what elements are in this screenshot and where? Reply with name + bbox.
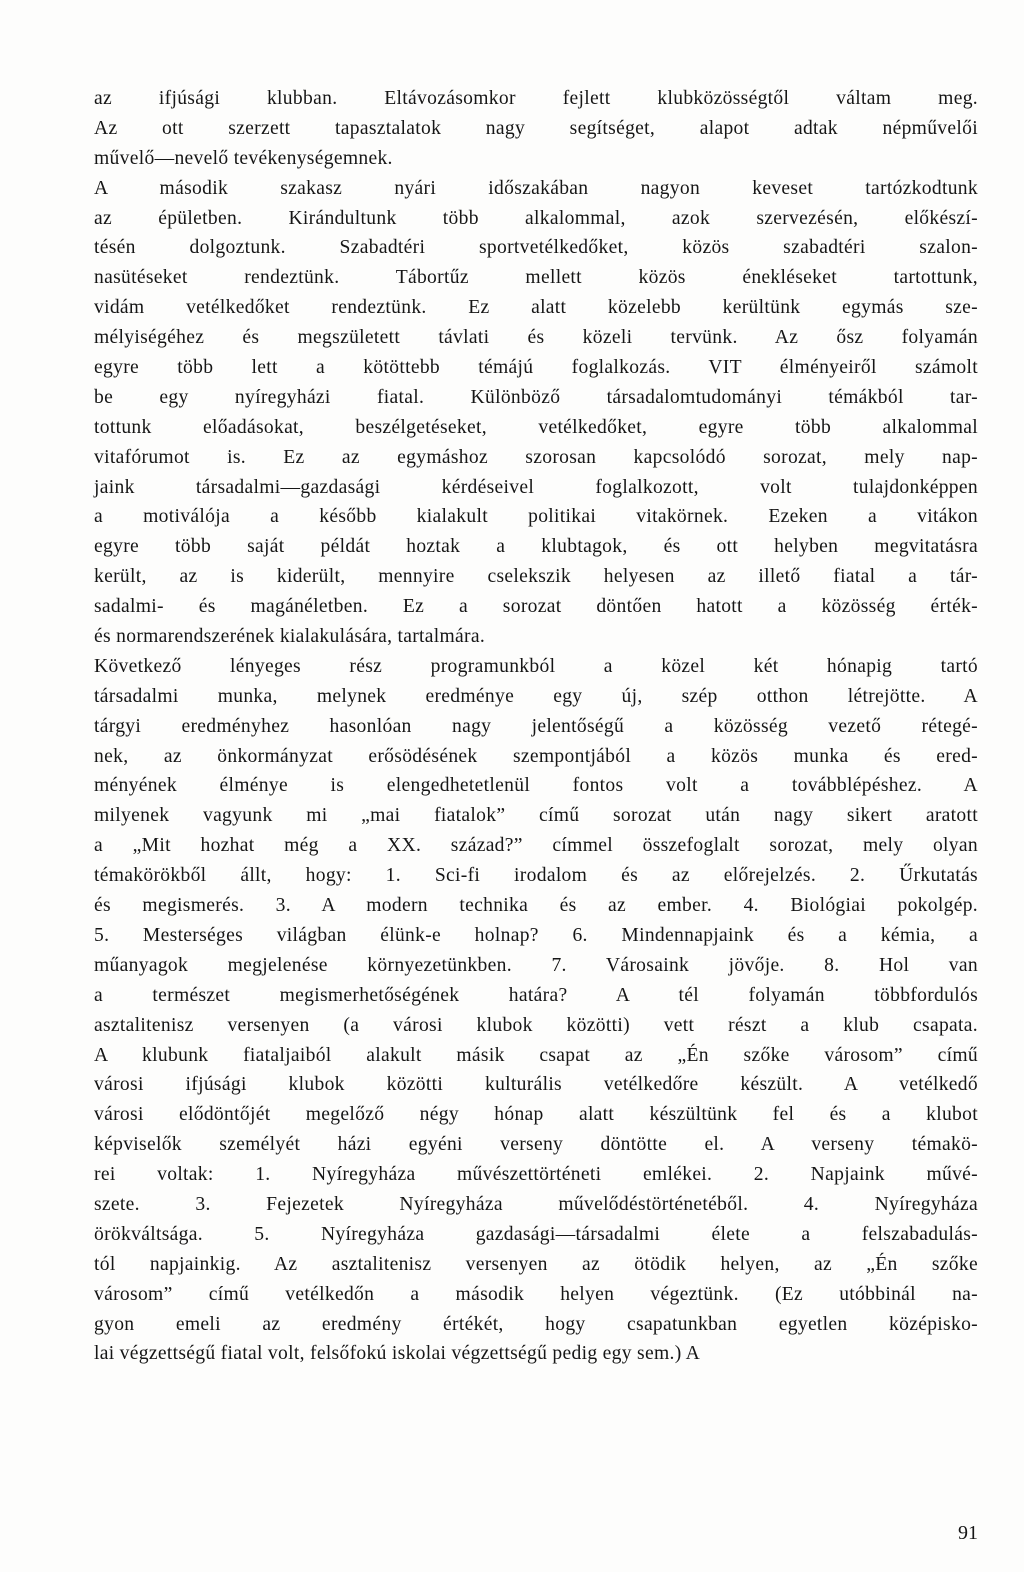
text-line: a „Mit hozhat még a XX. század?” címmel összefoglalt sorozat, mely olyan: [94, 835, 978, 857]
text-line: mélyiségéhez és megszületett távlati és közeli tervünk. Az ősz folyamán: [94, 327, 978, 349]
text-line: társadalmi munka, melynek eredménye egy új, szép otthon létrejötte. A: [94, 685, 978, 707]
text-line: 5. Mesterséges világban élünk-e holnap? 6. Mindennapjaink és a kémia, a: [94, 924, 978, 946]
text-line: nasütéseket rendeztünk. Tábortűz mellett közös énekléseket tartottunk,: [94, 267, 978, 289]
text-line: az épületben. Kirándultunk több alkalommal, azok szervezésén, előkészí-: [94, 207, 978, 229]
text-line: szete. 3. Fejezetek Nyíregyháza művelődéstörténetéből. 4. Nyíregyháza: [94, 1193, 978, 1215]
text-line: témakörökből állt, hogy: 1. Sci-fi irodalom és az előrejelzés. 2. Űrkutatás: [94, 865, 978, 887]
text-line: és megismerés. 3. A modern technika és az ember. 4. Biológiai pokolgép.: [94, 895, 978, 917]
text-line: képviselők személyét házi egyéni verseny döntötte el. A verseny témakö-: [94, 1134, 978, 1156]
text-line: Következő lényeges rész programunkból a közel két hónapig tartó: [94, 655, 978, 677]
text-line: vidám vetélkedőket rendeztünk. Ez alatt közelebb kerültünk egymás sze-: [94, 297, 978, 319]
text-line: tésén dolgoztunk. Szabadtéri sportvetélkedőket, közös szabadtéri szalon-: [94, 237, 978, 259]
text-line: egyre több saját példát hoztak a klubtagok, és ott helyben megvitatásra: [94, 536, 978, 558]
text-line: vitafórumot is. Ez az egymáshoz szorosan kapcsolódó sorozat, mely nap-: [94, 446, 978, 468]
text-line: városi elődöntőjét megelőző négy hónap alatt készültünk fel és a klubot: [94, 1104, 978, 1126]
text-line: műanyagok megjelenése környezetünkben. 7. Városaink jövője. 8. Hol van: [94, 954, 978, 976]
text-line: be egy nyíregyházi fiatal. Különböző társadalomtudományi témákból tar-: [94, 386, 978, 408]
text-line: tól napjainkig. Az asztalitenisz versenyen az ötödik helyen, az „Én szőke: [94, 1253, 978, 1275]
text-line: a természet megismerhetőségének határa? A tél folyamán többfordulós: [94, 984, 978, 1006]
text-line: A második szakasz nyári időszakában nagyon keveset tartózkodtunk: [94, 177, 978, 199]
text-line: városom” című vetélkedőn a második helyen végeztünk. (Ez utóbbinál na-: [94, 1283, 978, 1305]
text-line: és normarendszerének kialakulására, tartalmára.: [94, 626, 486, 648]
text-line: került, az is kiderült, mennyire cselekszik helyesen az illető fiatal a tár-: [94, 566, 978, 588]
text-line: az ifjúsági klubban. Eltávozásomkor fejlett klubközösségtől váltam meg.: [94, 88, 978, 109]
text-line: gyon emeli az eredmény értékét, hogy csapatunkban egyetlen középisko-: [94, 1313, 978, 1335]
text-line: sadalmi- és magánéletben. Ez a sorozat döntően hatott a közösség érték-: [94, 596, 978, 618]
text-line: jaink társadalmi—gazdasági kérdéseivel foglalkozott, volt tulajdonképpen: [94, 476, 978, 498]
text-line: lai végzettségű fiatal volt, felsőfokú iskolai végzettségű pedig egy sem.) A: [94, 1343, 701, 1365]
text-line: művelő—nevelő tevékenységemnek.: [94, 147, 393, 169]
body-text: [94, 84, 978, 1369]
text-line: tottunk előadásokat, beszélgetéseket, vetélkedőket, egyre több alkalommal: [94, 416, 978, 438]
text-line: milyenek vagyunk mi „mai fiatalok” című sorozat után nagy sikert aratott: [94, 805, 978, 827]
text-line: A klubunk fiataljaiból alakult másik csapat az „Én szőke városom” című: [94, 1044, 978, 1066]
text-line: egyre több lett a kötöttebb témájú foglalkozás. VIT élményeiről számolt: [94, 357, 978, 379]
text-line: városi ifjúsági klubok közötti kulturális vetélkedőre készült. A vetélkedő: [94, 1074, 978, 1096]
text-line: ményének élménye is elengedhetetlenül fontos volt a továbblépéshez. A: [94, 775, 978, 797]
text-line: asztalitenisz versenyen (a városi klubok közötti) vett részt a klub csapata.: [94, 1014, 978, 1036]
text-line: tárgyi eredményhez hasonlóan nagy jelentőségű a közösség vezető rétegé-: [94, 715, 978, 737]
text-line: nek, az önkormányzat erősödésének szempontjából a közös munka és ered-: [94, 745, 978, 767]
text-line: örökváltsága. 5. Nyíregyháza gazdasági—társadalmi élete a felszabadulás-: [94, 1223, 978, 1245]
page-number: 91: [958, 1522, 978, 1544]
text-line: Az ott szerzett tapasztalatok nagy segítséget, alapot adtak népművelői: [94, 117, 978, 139]
text-line: rei voltak: 1. Nyíregyháza művészettörténeti emlékei. 2. Napjaink művé-: [94, 1164, 978, 1186]
text-line: a motiválója a később kialakult politikai vitakörnek. Ezeken a vitákon: [94, 506, 978, 528]
